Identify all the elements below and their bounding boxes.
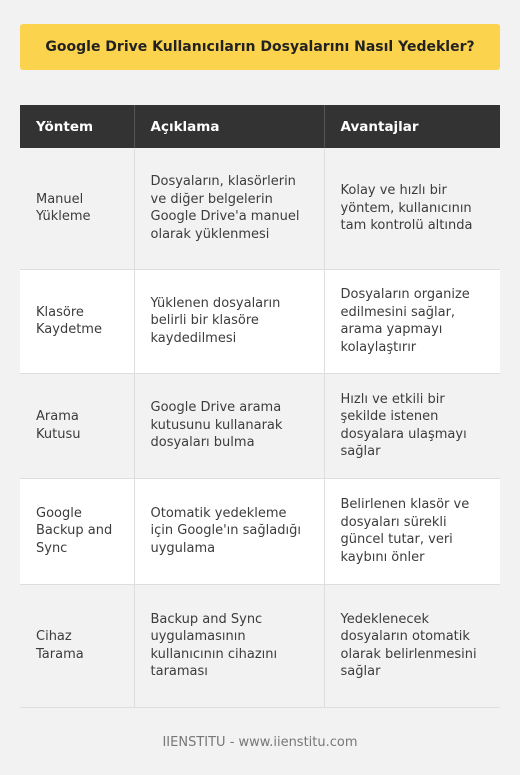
cell-advantages: Hızlı ve etkili bir şekilde istenen dosyalara ulaşmayı sağlar — [324, 373, 500, 478]
cell-description: Dosyaların, klasörlerin ve diğer belgelerin Google Drive'a manuel olarak yüklenmesi — [134, 148, 324, 269]
backup-methods-table — [20, 105, 500, 708]
table-row — [20, 478, 500, 584]
cell-advantages: Yedeklenecek dosyaların otomatik olarak belirlenmesini sağlar — [324, 584, 500, 707]
header-method: Yöntem — [20, 105, 134, 148]
cell-method: Cihaz Tarama — [20, 584, 134, 707]
footer-credit: IIENSTITU - www.iienstitu.com — [162, 735, 358, 750]
cell-method: Google Backup and Sync — [20, 478, 134, 584]
cell-description: Otomatik yedekleme için Google'ın sağladığı uygulama — [134, 478, 324, 584]
cell-method: Arama Kutusu — [20, 373, 134, 478]
cell-method: Klasöre Kaydetme — [20, 269, 134, 373]
cell-description: Yüklenen dosyaların belirli bir klasöre kaydedilmesi — [134, 269, 324, 373]
header-description: Açıklama — [134, 105, 324, 148]
table-row — [20, 148, 500, 269]
title-banner — [20, 24, 500, 70]
cell-advantages: Kolay ve hızlı bir yöntem, kullanıcının tam kontrolü altında — [324, 148, 500, 269]
cell-description: Backup and Sync uygulamasının kullanıcının cihazını taraması — [134, 584, 324, 707]
table-row — [20, 269, 500, 373]
page-title: Google Drive Kullanıcıların Dosyalarını Nasıl Yedekler? — [45, 39, 475, 55]
header-advantages: Avantajlar — [324, 105, 500, 148]
cell-advantages: Dosyaların organize edilmesini sağlar, arama yapmayı kolaylaştırır — [324, 269, 500, 373]
cell-description: Google Drive arama kutusunu kullanarak dosyaları bulma — [134, 373, 324, 478]
table-row — [20, 584, 500, 707]
table-row — [20, 373, 500, 478]
table-header-row — [20, 105, 500, 148]
cell-advantages: Belirlenen klasör ve dosyaları sürekli güncel tutar, veri kaybını önler — [324, 478, 500, 584]
cell-method: Manuel Yükleme — [20, 148, 134, 269]
